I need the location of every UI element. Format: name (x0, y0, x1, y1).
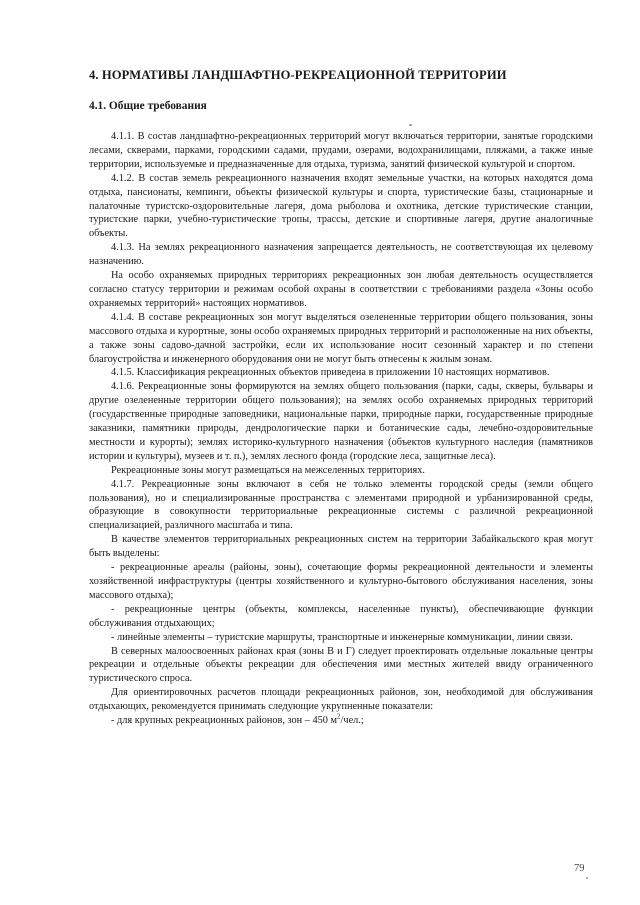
paragraph: Для ориентировочных расчетов площади рекреационных районов, зон, необходимой для обслуживания отдыхающих, рекомендуется принимать следующие укрупненные показатели: (89, 687, 593, 713)
paragraph: 4.1.6. Рекреационные зоны формируются на землях общего пользования (парки, сады, скверы, бульвары и другие озелененные территории общего пользования); на землях особо охраняемых природных территорий (государственные природные заповедники, национальные парки, природные парки, государственные природные заказники, памятники природы, дендрологические парки и ботанические сады, лечебно-оздоровительные местности и курорты); землях историко-культурного назначения (объектов культурного наследия (памятников истории и культуры), музеев и т. п.), землях лесного фонда (городские леса, защитные леса). (89, 381, 593, 462)
scan-artifact (586, 877, 588, 879)
section-title: 4. НОРМАТИВЫ ЛАНДШАФТНО-РЕКРЕАЦИОННОЙ ТЕРРИТОРИИ (89, 68, 507, 82)
paragraph: 4.1.7. Рекреационные зоны включают в себя не только элементы городской среды (земли общего пользования), но и специализированные пространства с элементами природной и урбанизированной среды, образующие в совокупности территориальные рекреационные системы с различной рекреационной специализацией, различного масштаба и типа. (89, 478, 593, 532)
paragraph: 4.1.4. В составе рекреационных зон могут выделяться озелененные территории общего пользования, зоны массового отдыха и курортные, зоны особо охраняемых природных территорий и расположенные на них объекты, а также зоны садово-дачной застройки, если их использование носит сезонный характер и по степени благоустройства и инженерного оборудования они не могут быть отнесены к жилым зонам. (89, 311, 593, 365)
list-item: - линейные элементы – туристские маршруты, транспортные и инженерные коммуникации, линии связи. (111, 631, 573, 643)
paragraph: 4.1.5. Классификация рекреационных объектов приведена в приложении 10 настоящих нормативов. (111, 367, 550, 379)
paragraph: Рекреационные зоны могут размещаться на межселенных территориях. (111, 464, 425, 476)
paragraph: 4.1.2. В состав земель рекреационного назначения входят земельные участки, на которых находятся дома отдыха, пансионаты, кемпинги, объекты физической культуры и спорта, туристические базы, стационарные и палаточные туристско-оздоровительные лагеря, дома рыболова и охотника, детские туристические станции, туристские парки, учебно-туристические тропы, трассы, детские и спортивные лагеря, другие аналогичные объекты. (89, 172, 593, 240)
page-number: 79 (574, 863, 585, 874)
paragraph: На особо охраняемых природных территориях рекреационных зон любая деятельность осуществляется согласно статусу территории и режимам особой охраны в соответствии с требованиями раздела «Зоны особо охраняемых территорий» настоящих нормативов. (89, 270, 593, 309)
list-item (89, 714, 593, 728)
document-body (89, 130, 593, 728)
paragraph: 4.1.1. В состав ландшафтно-рекреационных территорий могут включаться территории, занятые городскими лесами, скверами, парками, городскими садами, прудами, озерами, водохранилищами, пляжами, а также иные территории, используемые и предназначенные для отдыха, туризма, занятий физической культурой и спортом. (89, 131, 593, 170)
paragraph: В северных малоосвоенных районах края (зоны В и Г) следует проектировать отдельные локальные центры рекреации и отдельные объекты рекреации для обеспечения ими местных жителей ввиду ограниченного туристического спроса. (89, 645, 593, 685)
list-item-text: - для крупных рекреационных районов, зон – 450 м (111, 715, 338, 727)
subsection-title: 4.1. Общие требования (89, 100, 207, 112)
scan-artifact (409, 124, 412, 126)
list-item: - рекреационные центры (объекты, комплексы, населенные пункты), обеспечивающие функции обслуживания отдыхающих; (89, 603, 593, 629)
superscript: 2 (337, 712, 341, 721)
list-item-suffix: /чел.; (340, 715, 364, 727)
paragraph: 4.1.3. На землях рекреационного назначения запрещается деятельность, не соответствующая их целевому назначению. (89, 242, 593, 268)
list-item: - рекреационные ареалы (районы, зоны), сочетающие формы рекреационной деятельности и элементы хозяйственной инфраструктуры (центры хозяйственного и культурно-бытового обслуживания населения, зоны массового отдыха); (89, 562, 593, 601)
paragraph: В качестве элементов территориальных рекреационных систем на территории Забайкальского края могут быть выделены: (89, 534, 593, 560)
